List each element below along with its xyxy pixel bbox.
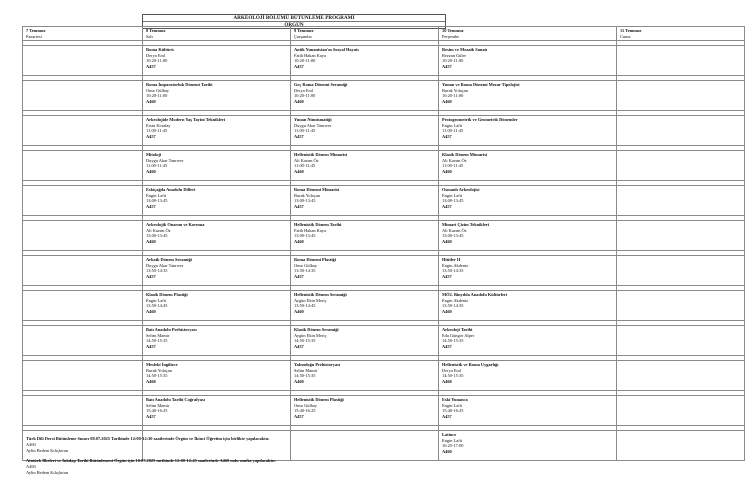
exam-time: 10:20-11:00 (146, 58, 168, 63)
teacher-name: Derya Erol (146, 52, 166, 58)
exam-cell-mon (23, 81, 143, 111)
exam-cell-wed (291, 186, 439, 216)
teacher-name: Fatih Hakan Kaya (294, 227, 326, 233)
teacher-name: Duygu Akar Tanrıver (146, 157, 184, 163)
course-name: Yakındoğu Prehistoryası (294, 362, 341, 367)
room-code: A457 (294, 273, 304, 279)
room-code: A457 (146, 343, 156, 349)
exam-cell-thu (439, 291, 617, 321)
exam-cell-fri (617, 81, 745, 111)
note-turkish-person: Aylin Bedem Kılıçkıran (26, 448, 69, 453)
exam-time: 16:25-17:00 (442, 443, 464, 448)
exam-time: 11:00-11:45 (442, 163, 464, 168)
schedule-table (22, 26, 745, 461)
room-code: A457 (442, 63, 452, 69)
teacher-name: Engin Lafit (146, 297, 167, 303)
room-code: A460 (146, 98, 156, 104)
exam-cell-thu (439, 256, 617, 286)
note-ataturk-person: Aylin Bedem Kılıçkıran (26, 470, 69, 475)
exam-cell-wed (291, 326, 439, 356)
exam-cell-thu (439, 81, 617, 111)
course-name: Resim ve Mozaik Sanatı (442, 47, 488, 52)
course-name: Protogeometrik ve Geometrik Dönemler (442, 117, 518, 122)
teacher-name: Engin Akdeniz (442, 297, 469, 303)
room-code: A457 (294, 343, 304, 349)
exam-cell-tue (143, 326, 291, 356)
room-code: A460 (294, 168, 304, 174)
course-name: Mitoloji (146, 152, 162, 157)
teacher-name: Fatih Hakan Kaya (294, 52, 326, 58)
room-code: A460 (442, 378, 452, 384)
teacher-name: Onur Gülbay (294, 262, 318, 268)
exam-time: 13:50-14:35 (442, 303, 464, 308)
exam-cell-fri (617, 116, 745, 146)
course-name: Eskiçağda Anadolu Dilleri (146, 187, 196, 192)
course-name: Hellenistik Dönem Plastiği (294, 397, 344, 402)
teacher-name: Ali Kazım Öz (146, 227, 171, 233)
exam-cell-tue (143, 186, 291, 216)
room-code: A460 (294, 98, 304, 104)
exam-time: 10:20-11:00 (146, 93, 168, 98)
room-code: A457 (146, 203, 156, 209)
course-name: Klasik Dönem Plastiği (146, 292, 188, 297)
teacher-name: Aygün Ekin Meriç (294, 297, 327, 303)
exam-cell-thu (439, 396, 617, 426)
day-header-row (23, 27, 745, 41)
schedule-row (23, 46, 745, 76)
exam-cell-mon (23, 116, 143, 146)
exam-time: 10:20-11:00 (294, 93, 316, 98)
exam-cell-mon (23, 326, 143, 356)
exam-time: 11:00-11:45 (294, 163, 316, 168)
room-code: A457 (146, 63, 156, 69)
course-name: Roma Kültürü (146, 47, 174, 52)
exam-time: 13:00-13:45 (294, 233, 316, 238)
exam-cell-fri (617, 361, 745, 391)
exam-cell-mon (23, 186, 143, 216)
exam-cell-tue (143, 256, 291, 286)
course-name: Hellenistik Dönem Mimarisi (294, 152, 348, 157)
course-name: Arkeolojide Modern Yaş Tayini Teknikleri (146, 117, 226, 122)
exam-time: 13:00-13:45 (146, 233, 168, 238)
course-name: Hellenistik Dönem Seramiği (294, 292, 347, 297)
exam-cell-mon (23, 46, 143, 76)
exam-cell-fri (617, 46, 745, 76)
exam-cell-thu (439, 326, 617, 356)
exam-cell-fri (617, 221, 745, 251)
day-header-fri: 11 Temmuz Cuma (617, 27, 745, 41)
exam-time: 14:50-15:35 (442, 373, 464, 378)
teacher-name: Burak Yolaçan (146, 367, 172, 373)
room-code: A457 (294, 203, 304, 209)
note-ataturk: Atatürk İlkeleri ve İnkılap Tarihi Bütünlemesi Örgün için 10.07.2025 tarihinde 12:00-12:45 saatlerinde A460 nolu sınıfta yapılacaktır. (26, 458, 276, 463)
teacher-name: Derya Erol (442, 367, 462, 373)
course-name: Yunan ve Roma Dönemi Mezar Tipolojisi (442, 82, 520, 87)
course-name: Latince (442, 432, 457, 437)
room-code: A460 (442, 448, 452, 454)
schedule-title: ARKEOLOJİ BÖLÜMÜ BÜTÜNLEME PROGRAMI (143, 15, 445, 22)
room-code: A460 (442, 238, 452, 244)
course-name: Roma Dönemi Plastiği (294, 257, 336, 262)
room-code: A460 (294, 308, 304, 314)
exam-cell-fri (617, 186, 745, 216)
schedule-row (23, 81, 745, 111)
course-name: Osmanlı Arkeolojisi (442, 187, 480, 192)
teacher-name: Derya Erol (294, 87, 314, 93)
exam-time: 13:50-14:45 (146, 303, 168, 308)
exam-cell-fri (617, 326, 745, 356)
course-name: Arkaik Dönem Seramiği (146, 257, 192, 262)
exam-cell-wed (291, 256, 439, 286)
room-code: A460 (146, 168, 156, 174)
room-code: A457 (294, 63, 304, 69)
exam-cell-tue (143, 291, 291, 321)
teacher-name: Eda Güngör Alper (442, 332, 475, 338)
teacher-name: Aygün Ekin Meriç (294, 332, 327, 338)
exam-time: 14:50-15:35 (442, 338, 464, 343)
exam-cell-wed (291, 221, 439, 251)
exam-cell-thu (439, 186, 617, 216)
exam-cell-tue (143, 116, 291, 146)
teacher-name: Burak Yolaçan (442, 87, 468, 93)
exam-cell-fri (617, 291, 745, 321)
room-code: A460 (294, 238, 304, 244)
room-code: A457 (442, 203, 452, 209)
teacher-name: Engin Akdeniz (442, 262, 469, 268)
teacher-name: Engin Lafit (442, 402, 463, 408)
course-name: Batı Anadolu Tarihi Coğrafyası (146, 397, 205, 402)
exam-cell-thu (439, 116, 617, 146)
exam-time: 15:40-16:25 (146, 408, 168, 413)
exam-cell-fri (617, 256, 745, 286)
teacher-name: Onur Gülbay (294, 402, 318, 408)
course-name: Geç Roma Dönemi Seramiği (294, 82, 348, 87)
room-code: A457 (442, 343, 452, 349)
course-name: Mimari Çizim Teknikleri (442, 222, 490, 227)
course-name: Roma Dönemi Mimarisi (294, 187, 340, 192)
exam-time: 13:50-14:35 (294, 268, 316, 273)
exam-cell-tue (143, 361, 291, 391)
day-header-mon: 7 Temmuz Pazartesi (23, 27, 143, 41)
schedule-row (23, 361, 745, 391)
teacher-name: Engin Lafit (442, 437, 463, 443)
exam-time: 14:50-15:35 (294, 373, 316, 378)
exam-cell-mon (23, 361, 143, 391)
exam-time: 15:40-16:25 (442, 408, 464, 413)
room-code: A457 (294, 133, 304, 139)
teacher-name: Ali Kazım Öz (442, 227, 467, 233)
teacher-name: Engin Lafit (442, 122, 463, 128)
room-code: A457 (294, 413, 304, 419)
teacher-name: Ali Kazım Öz (442, 157, 467, 163)
exam-cell-mon (23, 256, 143, 286)
room-code: A460 (146, 378, 156, 384)
exam-cell-wed (291, 396, 439, 426)
course-name: Roma İmparatorluk Dönemi Tarihi (146, 82, 213, 87)
schedule-row (23, 151, 745, 181)
room-code: A460 (442, 308, 452, 314)
exam-cell-tue (143, 221, 291, 251)
teacher-name: Selim Mamir (146, 402, 170, 408)
course-name: Klasik Dönem Seramiği (294, 327, 339, 332)
exam-cell-thu (439, 221, 617, 251)
course-name: Batı Anadolu Prehistoryası (146, 327, 197, 332)
schedule-row (23, 256, 745, 286)
exam-time: 10:20-11:00 (442, 93, 464, 98)
exam-time: 11:00-11:45 (442, 128, 464, 133)
exam-cell-mon (23, 396, 143, 426)
exam-time: 13:00-13:45 (294, 198, 316, 203)
day-header-tue: 8 Temmuz Salı (143, 27, 291, 41)
note-turkish: Türk Dili Dersi Bütünleme Sınavı 08.07.2025 Tarihinde 12:00-12:30 saatlerinde Örgün ve İkinci Öğretim için birlikte yapılacaktır. (26, 436, 270, 441)
note-turkish-room: A460 (26, 442, 36, 447)
exam-time: 13:00-13:45 (146, 198, 168, 203)
exam-time: 10:20-11:00 (442, 58, 464, 63)
room-code: A460 (442, 98, 452, 104)
room-code: A457 (442, 273, 452, 279)
room-code: A457 (146, 413, 156, 419)
exam-cell-wed (291, 116, 439, 146)
notes-section (26, 436, 726, 476)
exam-cell-tue (143, 396, 291, 426)
course-name: Eski Yunanca (442, 397, 468, 402)
schedule-row (23, 186, 745, 216)
exam-cell-tue (143, 151, 291, 181)
room-code: A460 (442, 168, 452, 174)
exam-time: 11:00-11:45 (146, 163, 168, 168)
exam-cell-wed (291, 46, 439, 76)
schedule-row (23, 116, 745, 146)
teacher-name: Duygu Akar Tanrıver (146, 262, 184, 268)
course-name: MÖ2. Binyılda Anadolu Kültürleri (442, 292, 508, 297)
exam-cell-mon (23, 151, 143, 181)
exam-cell-wed (291, 151, 439, 181)
exam-time: 14:50-15:35 (146, 338, 168, 343)
course-name: Hititler II (442, 257, 461, 262)
course-name: Hellenistik Dönem Tarihi (294, 222, 342, 227)
exam-cell-fri (617, 151, 745, 181)
teacher-name: Burak Yolaçan (294, 192, 320, 198)
exam-time: 10:20-11:00 (294, 58, 316, 63)
schedule-row (23, 291, 745, 321)
schedule-row (23, 221, 745, 251)
teacher-name: Selim Mamir (294, 367, 318, 373)
room-code: A460 (294, 378, 304, 384)
teacher-name: Engin Lafit (146, 192, 167, 198)
exam-time: 11:00-11:45 (294, 128, 316, 133)
teacher-name: Duygu Akar Tanrıver (294, 122, 332, 128)
room-code: A460 (146, 308, 156, 314)
exam-cell-fri (617, 396, 745, 426)
exam-cell-tue (143, 46, 291, 76)
exam-time: 13:50-14:35 (146, 268, 168, 273)
teacher-name: Selim Mamir (146, 332, 170, 338)
schedule-subtitle: ÖRGÜN (284, 22, 304, 28)
exam-cell-thu (439, 361, 617, 391)
exam-cell-thu (439, 46, 617, 76)
day-header-wed: 9 Temmuz Çarşamba (291, 27, 439, 41)
course-name: Hellenistik ve Roma Uygarlığı (442, 362, 499, 367)
exam-cell-thu (439, 151, 617, 181)
course-name: Yunan Nümismatiği (294, 117, 332, 122)
exam-time: 11:00-11:45 (146, 128, 168, 133)
course-name: Antik Yunanistan'ın Sosyal Hayatı (294, 47, 359, 52)
course-name: Klasik Dönem Mimarisi (442, 152, 488, 157)
course-name: Arkeolojik Onarım ve Koruma (146, 222, 205, 227)
exam-time: 13:00-13:45 (442, 198, 464, 203)
exam-time: 13:00-13:45 (442, 233, 464, 238)
room-code: A457 (146, 133, 156, 139)
teacher-name: Ersin Koralay (146, 122, 171, 128)
teacher-name: Onur Gülbay (146, 87, 170, 93)
day-header-thu: 10 Temmuz Perşembe (439, 27, 617, 41)
schedule-row (23, 326, 745, 356)
teacher-name: Engin Lafit (442, 192, 463, 198)
exam-time: 13:50-14:45 (294, 303, 316, 308)
room-code: A460 (146, 238, 156, 244)
exam-time: 15:40-16:25 (294, 408, 316, 413)
exam-cell-wed (291, 81, 439, 111)
exam-cell-mon (23, 221, 143, 251)
teacher-name: Rezzan Güler (442, 52, 467, 58)
exam-cell-wed (291, 291, 439, 321)
exam-time: 14:50-15:35 (146, 373, 168, 378)
room-code: A457 (442, 133, 452, 139)
exam-cell-mon (23, 291, 143, 321)
room-code: A457 (442, 413, 452, 419)
exam-time: 14:50-15:35 (294, 338, 316, 343)
teacher-name: Ali Kazım Öz (294, 157, 319, 163)
exam-cell-wed (291, 361, 439, 391)
room-code: A457 (146, 273, 156, 279)
course-name: Arkeoloji Tarihi (442, 327, 473, 332)
exam-cell-tue (143, 81, 291, 111)
schedule-row (23, 396, 745, 426)
exam-time: 13:50-14:35 (442, 268, 464, 273)
course-name: Mesleki İngilizce (146, 362, 178, 367)
note-ataturk-room: A460 (26, 464, 36, 469)
